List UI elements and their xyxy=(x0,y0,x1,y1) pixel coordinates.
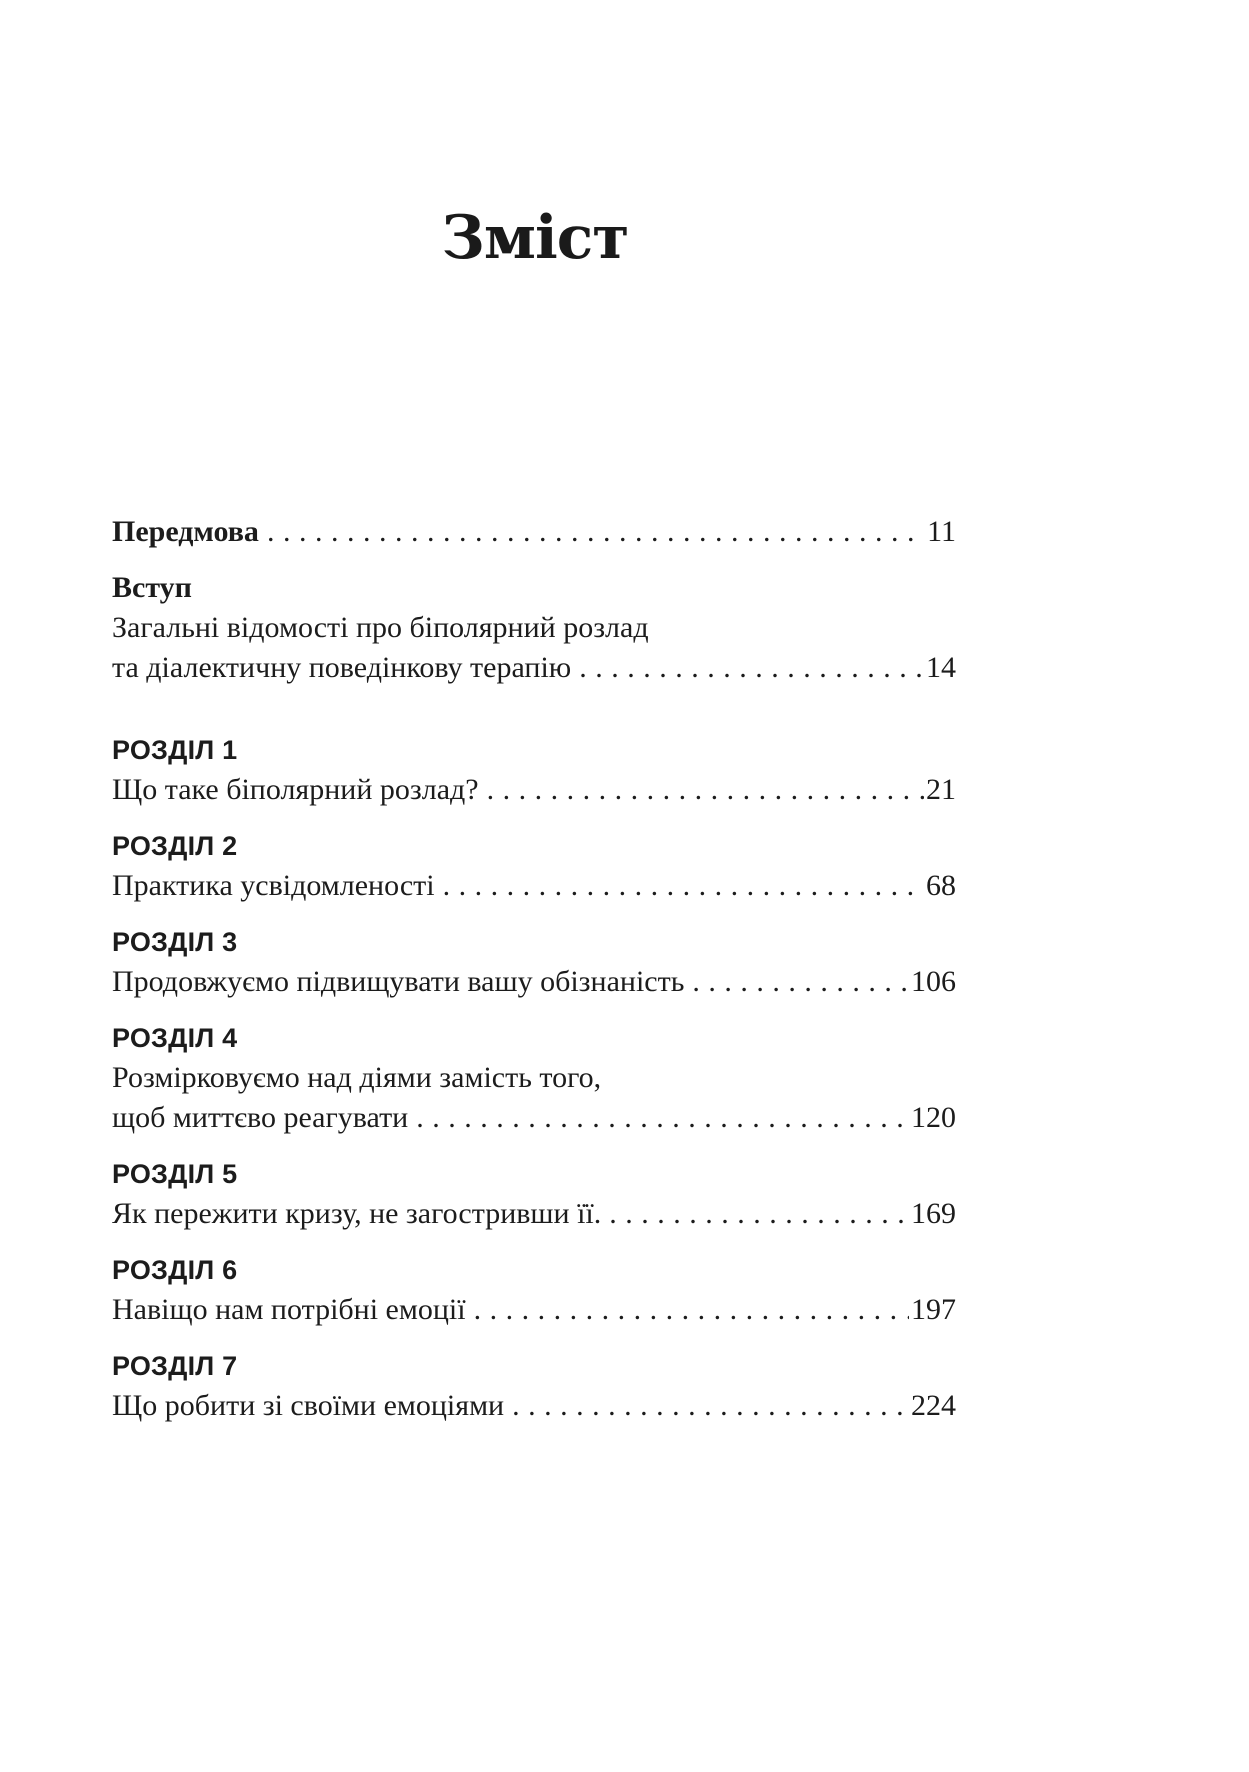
toc-entry-preface[interactable] xyxy=(112,512,956,552)
toc-entry-chapter-6[interactable] xyxy=(112,1250,956,1330)
toc-page-number: 169 xyxy=(911,1197,956,1230)
toc-entry-title: Що робити зі своїми емоціями xyxy=(112,1389,505,1422)
chapter-label: РОЗДІЛ 6 xyxy=(112,1255,238,1285)
dot-leader xyxy=(474,1290,909,1330)
chapter-label: РОЗДІЛ 4 xyxy=(112,1023,238,1053)
page-title: Зміст xyxy=(441,203,629,274)
chapter-label: РОЗДІЛ 7 xyxy=(112,1351,238,1381)
toc-entry-chapter-2[interactable] xyxy=(112,826,956,906)
toc-line xyxy=(112,770,956,810)
toc-entry-title: щоб миттєво реагувати xyxy=(112,1101,409,1134)
chapter-label: РОЗДІЛ 2 xyxy=(112,831,238,861)
toc-page-number: 68 xyxy=(926,869,956,902)
toc-page-number: 11 xyxy=(927,515,956,548)
toc-entry-chapter-3[interactable] xyxy=(112,922,956,1002)
toc-page-number: 120 xyxy=(911,1101,956,1134)
toc-entry-title: та діалектичну поведінкову терапію xyxy=(112,651,572,684)
toc-page-number: 14 xyxy=(926,651,956,684)
dot-leader xyxy=(512,1386,909,1426)
toc-line xyxy=(112,608,956,648)
toc-line xyxy=(112,866,956,906)
toc-line xyxy=(112,1194,956,1234)
spacer xyxy=(112,906,956,922)
spacer xyxy=(112,1234,956,1250)
toc-entry-chapter-1[interactable] xyxy=(112,730,956,810)
dot-leader xyxy=(416,1098,909,1138)
toc-entry-chapter-5[interactable] xyxy=(112,1154,956,1234)
toc-line xyxy=(112,1290,956,1330)
chapter-label: РОЗДІЛ 3 xyxy=(112,927,238,957)
toc-line xyxy=(112,512,956,552)
toc-section-label xyxy=(112,568,956,608)
toc-page-number: 21 xyxy=(926,773,956,806)
toc-page-number: 106 xyxy=(911,965,956,998)
toc-line xyxy=(112,1098,956,1138)
toc-line xyxy=(112,648,956,688)
table-of-contents xyxy=(112,512,956,1426)
chapter-label: РОЗДІЛ 1 xyxy=(112,735,238,765)
spacer xyxy=(112,552,956,568)
dot-leader xyxy=(487,770,924,810)
toc-entry-chapter-4[interactable] xyxy=(112,1018,956,1138)
toc-page-number: 197 xyxy=(911,1293,956,1326)
toc-line xyxy=(112,962,956,1002)
toc-entry-title: Розмірковуємо над діями замість того, xyxy=(112,1061,602,1094)
toc-entry-title: Навіщо нам потрібні емоції xyxy=(112,1293,466,1326)
toc-entry-intro[interactable] xyxy=(112,568,956,688)
toc-entry-title: Що таке біполярний розлад? xyxy=(112,773,479,806)
chapter-label: РОЗДІЛ 5 xyxy=(112,1159,238,1189)
intro-label: Вступ xyxy=(112,571,192,604)
dot-leader xyxy=(609,1194,909,1234)
dot-leader xyxy=(443,866,924,906)
spacer xyxy=(112,688,956,730)
toc-entry-title: Загальні відомості про біполярний розлад xyxy=(112,611,649,644)
toc-entry-title: Передмова xyxy=(112,515,259,548)
toc-entry-title: Продовжуємо підвищувати вашу обізнаність xyxy=(112,965,685,998)
toc-page-number: 224 xyxy=(911,1389,956,1422)
dot-leader xyxy=(267,512,925,552)
dot-leader xyxy=(579,648,924,688)
toc-entry-chapter-7[interactable] xyxy=(112,1346,956,1426)
spacer xyxy=(112,1330,956,1346)
dot-leader xyxy=(692,962,909,1002)
toc-line xyxy=(112,1386,956,1426)
spacer xyxy=(112,1138,956,1154)
toc-entry-title: Практика усвідомленості xyxy=(112,869,435,902)
spacer xyxy=(112,1002,956,1018)
toc-line xyxy=(112,1058,956,1098)
spacer xyxy=(112,810,956,826)
toc-entry-title: Як пережити кризу, не загостривши її. xyxy=(112,1197,602,1230)
